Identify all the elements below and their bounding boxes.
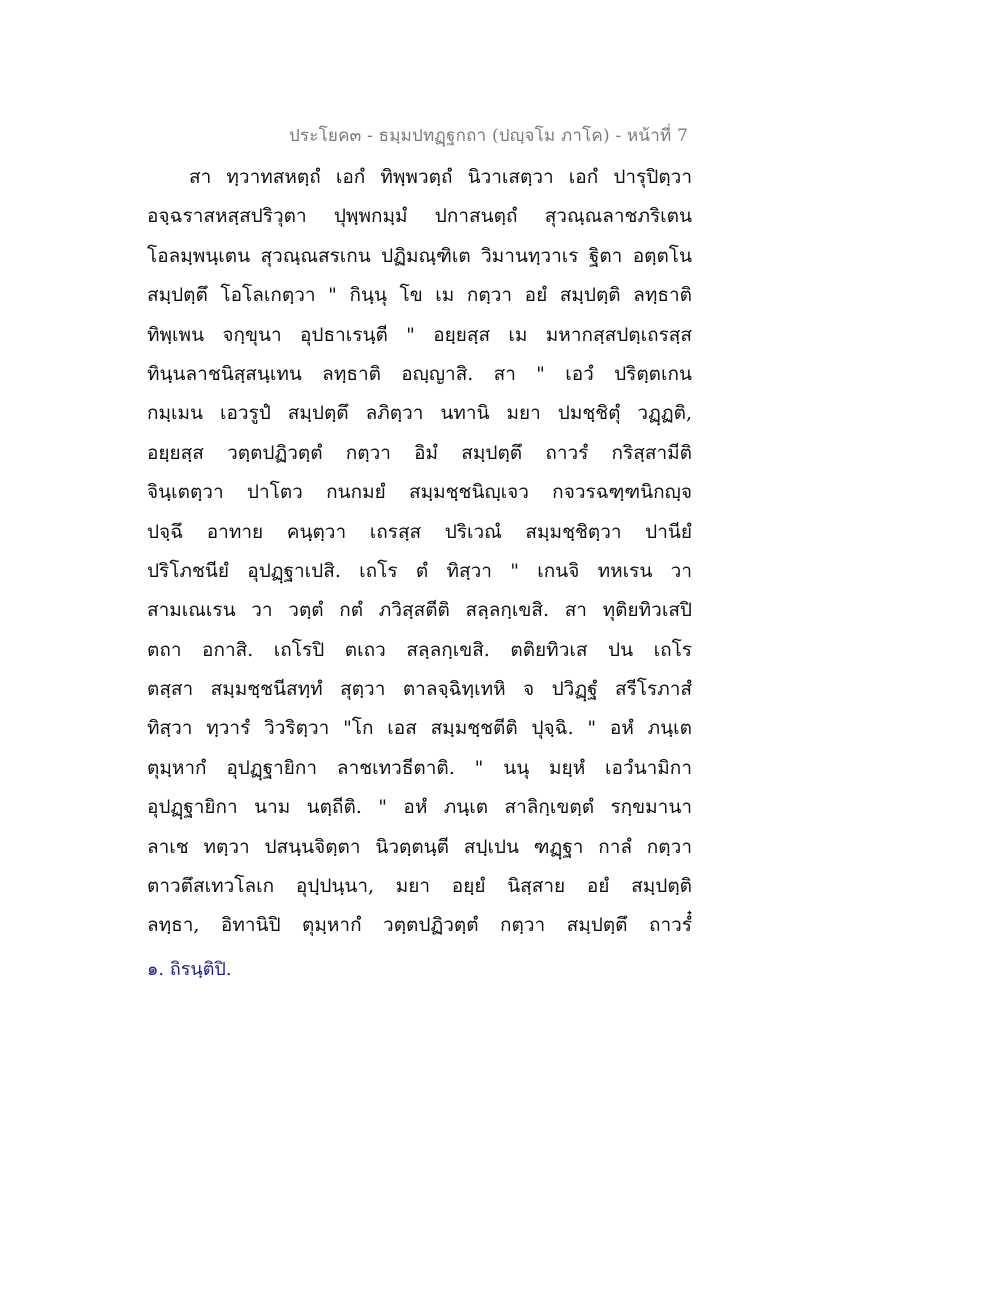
text-line: สามเณเรน วา วตฺตํ กตํ ภวิสฺสตีติ สลฺลกฺเขสิ. สา ทุติยทิวเสปิ (147, 599, 692, 622)
text-line: สมฺปตฺตึ โอโลเกตฺวา " กินฺนุ โข เม กตฺวา อยํ สมฺปตฺติ ลทฺธาติ (147, 284, 692, 307)
text-line: อจฺฉราสหสฺสปริวุตา ปุพฺพกมฺมํ ปกาสนตฺถํ สุวณฺณลาชภริเตน (147, 205, 692, 228)
text-line: โอลมฺพนฺเตน สุวณฺณสรเกน ปฏิมณฺฑิเต วิมานทฺวาเร ฐิตา อตฺตโน (147, 244, 692, 267)
text-line: ปจฺฉึ อาทาย คนฺตฺวา เถรสฺส ปริเวณํ สมฺมชฺชิตฺวา ปานียํ (147, 520, 692, 543)
text-line: จินฺเตตฺวา ปาโตว กนกมยํ สมฺมชฺชนิญฺเจว กจวรฉฑฺฑนิกญฺจ (147, 481, 692, 504)
text-line: สา ทฺวาทสหตฺถํ เอกํ ทิพฺพวตฺถํ นิวาเสตฺวา เอกํ ปารุปิตฺวา (189, 166, 692, 188)
text-line: ตสฺสา สมฺมชฺชนีสทฺทํ สุตฺวา ตาลจฺฉิทฺเทหิ จ ปวิฏฺฐํ สรีโรภาสํ (147, 678, 692, 701)
text-line: ตาวตึสเทวโลเก อุปฺปนฺนา, มยา อยฺยํ นิสฺสาย อยํ สมฺปตฺติ (147, 875, 692, 898)
text-line: อยฺยสฺส วตฺตปฏิวตฺตํ กตฺวา อิมํ สมฺปตฺตึ ถาวรํ กริสฺสามีติ (147, 441, 692, 464)
body-paragraph (147, 158, 692, 946)
text-line: ลาเช ทตฺวา ปสนฺนจิตฺตา นิวตฺตนฺตี สปฺเปน ฑฏฺฐา กาลํ กตฺวา (147, 835, 692, 858)
footnote: ๑. ถิรนฺติปิ. (147, 959, 232, 980)
text-line: ทิสฺวา ทฺวารํ วิวริตฺวา "โก เอส สมฺมชฺชตีติ ปุจฺฉิ. " อหํ ภนฺเต (147, 717, 692, 740)
running-header: ประโยค๓ - ธมฺมปทฏฺฐกถา (ปญฺจโม ภาโค) - หน้าที่ 7 (288, 126, 688, 146)
text-line: ทิพฺเพน จกฺขุนา อุปธาเรนฺตี " อยฺยสฺส เม มหากสฺสปตฺเถรสฺส (147, 323, 692, 346)
text-line: กมฺเมน เอวรูปํ สมฺปตฺตึ ลภิตฺวา นทานิ มยา ปมชฺชิตุํ วฏฺฏติ, (147, 402, 692, 425)
text-line: ลทฺธา, อิทานิปิ ตุมฺหากํ วตฺตปฏิวตฺตํ กตฺวา สมฺปตฺตึ ถาวรํ๋ (147, 914, 692, 937)
text-line: ทินฺนลาชนิสฺสนฺเทน ลทฺธาติ อญฺญาสิ. สา " เอวํ ปริตฺตเกน (147, 362, 692, 385)
text-line: ตถา อกาสิ. เถโรปิ ตเถว สลฺลกฺเขสิ. ตติยทิวเส ปน เถโร (147, 638, 692, 661)
text-line: ตุมฺหากํ อุปฏฺฐายิกา ลาชเทวธีตาติ. " นนุ มยฺหํ เอวํนามิกา (147, 756, 692, 779)
text-line: อุปฏฺฐายิกา นาม นตฺถีติ. " อหํ ภนฺเต สาลิกฺเขตฺตํ รกฺขมานา (147, 796, 692, 819)
text-line: ปริโภชนียํ อุปฏฺฐาเปสิ. เถโร ตํ ทิสฺวา " เกนจิ ทหเรน วา (147, 559, 692, 582)
